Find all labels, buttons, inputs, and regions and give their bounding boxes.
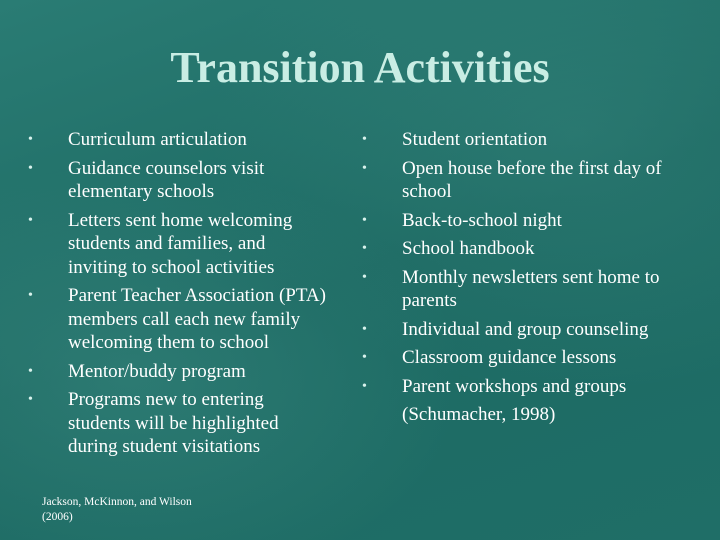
list-item-text: Mentor/buddy program xyxy=(68,360,246,382)
list-item xyxy=(362,346,692,370)
list-item-text: Monthly newsletters sent home to parents xyxy=(402,266,660,311)
list-item-text: Back-to-school night xyxy=(402,209,562,231)
list-item-text: Programs new to entering students will be highlighted during student visitations xyxy=(68,389,279,457)
list-item-text: Classroom guidance lessons xyxy=(402,347,617,368)
bullet-icon: • xyxy=(28,363,33,379)
bullet-icon: • xyxy=(28,132,33,147)
bullet-icon: • xyxy=(362,241,367,256)
list-item xyxy=(28,157,328,204)
citation: Jackson, McKinnon, and Wilson (2006) xyxy=(42,496,192,523)
bullet-icon: • xyxy=(362,350,367,365)
list-item xyxy=(28,128,328,152)
bullet-icon: • xyxy=(28,288,33,303)
bullet-icon: • xyxy=(362,321,367,337)
list-item-text: Parent Teacher Association (PTA) members call each new family welcoming them to school xyxy=(68,285,326,353)
list-item xyxy=(28,360,328,384)
list-item xyxy=(28,284,328,355)
bullet-icon: • xyxy=(362,269,367,285)
bullet-icon: • xyxy=(28,212,33,228)
list-item-text: Open house before the first day of school xyxy=(402,157,662,202)
bullet-icon: • xyxy=(28,160,33,176)
list-item xyxy=(362,237,692,261)
bullet-icon: • xyxy=(362,160,367,176)
list-item xyxy=(28,388,328,459)
list-item-text: Guidance counselors visit elementary schools xyxy=(68,157,265,202)
right-bullet-list xyxy=(362,128,692,432)
list-item-text: Individual and group counseling xyxy=(402,318,649,340)
list-item xyxy=(362,266,692,313)
list-item xyxy=(362,318,692,342)
list-item xyxy=(362,128,692,152)
list-item-text: Letters sent home welcoming students and families, and inviting to school activities xyxy=(68,209,293,278)
list-item-text: Parent workshops and groups xyxy=(402,375,627,397)
list-item xyxy=(28,209,328,280)
source-note xyxy=(362,403,692,427)
list-item xyxy=(362,157,692,204)
left-bullet-list xyxy=(28,128,328,464)
list-item xyxy=(362,375,692,399)
bullet-icon: • xyxy=(362,378,367,394)
list-item xyxy=(362,209,692,233)
list-item-text: Student orientation xyxy=(402,129,548,150)
bullet-icon: • xyxy=(28,392,33,407)
bullet-icon: • xyxy=(362,132,367,147)
bullet-icon: • xyxy=(362,212,367,228)
source-note-text: (Schumacher, 1998) xyxy=(402,404,556,425)
list-item-text: Curriculum articulation xyxy=(68,129,247,150)
slide-title: Transition Activities xyxy=(170,43,550,92)
list-item-text: School handbook xyxy=(402,238,535,259)
